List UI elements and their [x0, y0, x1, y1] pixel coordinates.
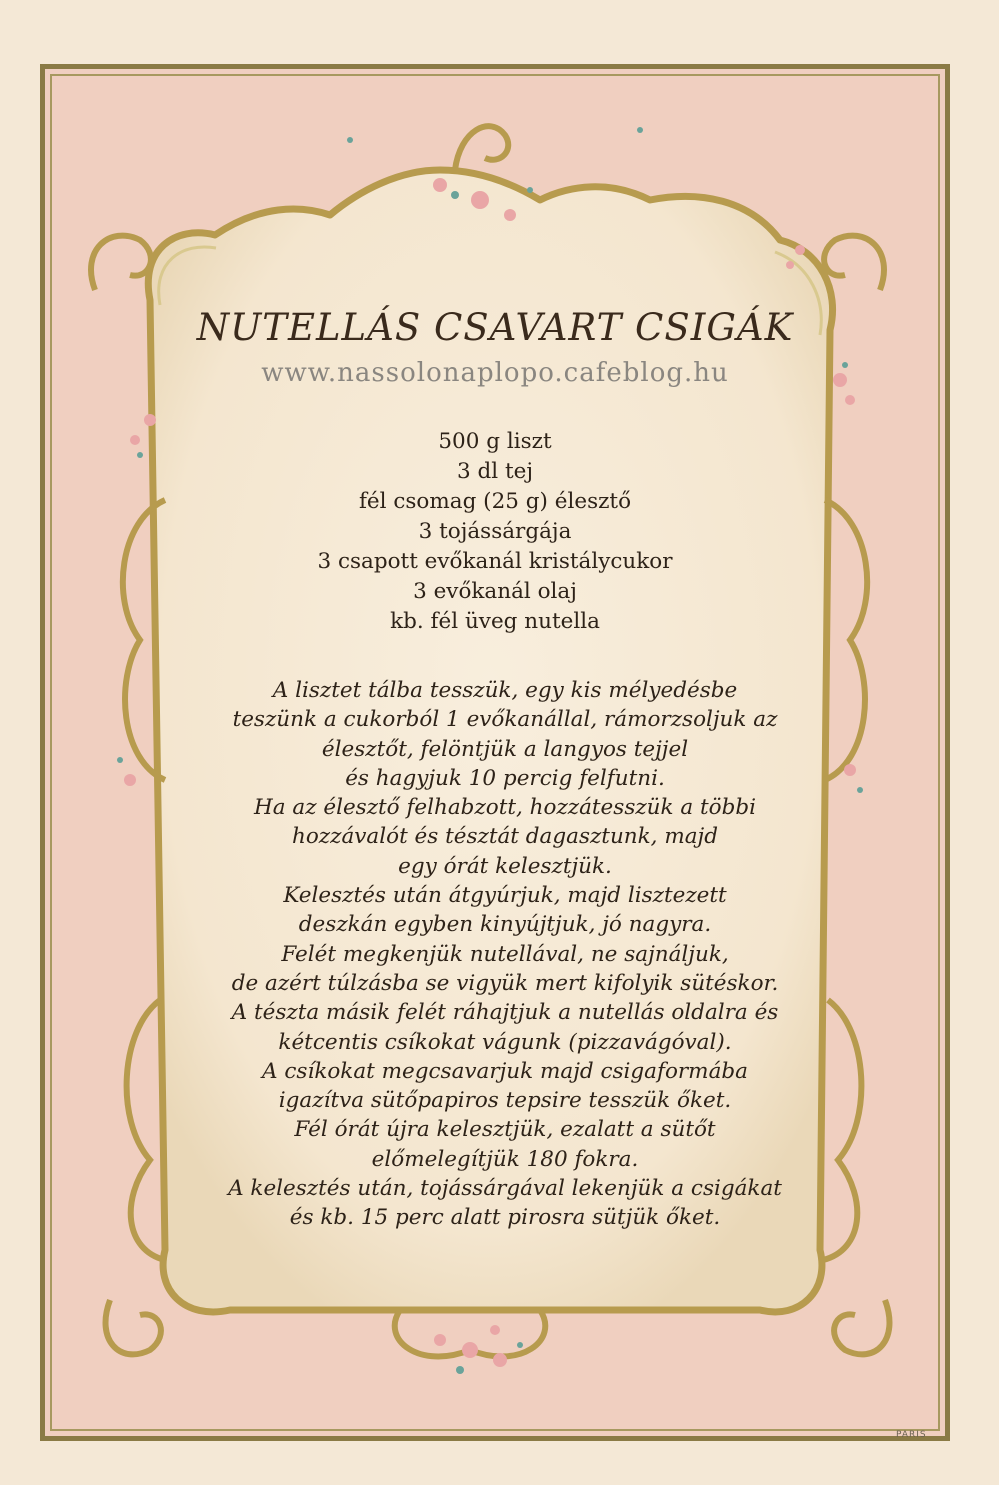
instruction-line: A csíkokat megcsavarjuk majd csigaformába: [262, 1058, 748, 1084]
ingredient-item: 3 tojássárgája: [418, 519, 572, 544]
website-url: www.nassolonaplopo.cafeblog.hu: [261, 358, 729, 388]
ingredient-item: 500 g liszt: [438, 429, 552, 454]
instruction-line: A kelesztés után, tojássárgával lekenjük a csigákat: [228, 1176, 782, 1202]
instruction-line: és kb. 15 perc alatt pirosra sütjük őket.: [289, 1205, 721, 1231]
instruction-line: A lisztet tálba tesszük, egy kis mélyedésbe: [272, 678, 738, 703]
instruction-line: igazítva sütőpapiros tepsire tesszük őket.: [278, 1088, 732, 1114]
ingredient-item: 3 dl tej: [456, 459, 534, 484]
instruction-line: egy órát kelesztjük.: [398, 853, 612, 879]
instruction-line: deszkán egyben kinyújtjuk, jó nagyra.: [298, 912, 712, 938]
instruction-line: de azért túlzásba se vigyük mert kifolyik sütéskor.: [231, 970, 779, 996]
instruction-line: hozzávalót és tésztát dagasztunk, majd: [292, 824, 718, 850]
instruction-line: Fél órát újra kelesztjük, ezalatt a sütőt: [294, 1117, 716, 1143]
ingredient-item: kb. fél üveg nutella: [390, 609, 600, 634]
instruction-line: kétcentis csíkokat vágunk (pizzavágóval).: [278, 1029, 732, 1055]
instruction-line: Felét megkenjük nutellával, ne sajnáljuk,: [281, 941, 729, 967]
instruction-line: Kelesztés után átgyúrjuk, majd lisztezett: [283, 883, 727, 909]
recipe-title: NUTELLÁS CSAVART CSIGÁK: [196, 306, 794, 349]
instruction-line: élesztőt, felöntjük a langyos tejjel: [321, 736, 689, 762]
ingredient-item: fél csomag (25 g) élesztő: [358, 489, 632, 514]
instruction-line: és hagyjuk 10 percig felfutni.: [345, 765, 665, 791]
instruction-line: teszünk a cukorból 1 evőkanállal, rámorzsoljuk az: [232, 707, 778, 733]
ingredients-list: [180, 427, 810, 637]
instruction-line: Ha az élesztő felhabzott, hozzátesszük a többi: [253, 795, 757, 821]
printer-imprint: PARIS: [896, 1430, 927, 1440]
ingredient-item: 3 evőkanál olaj: [413, 579, 577, 604]
instruction-line: előmelegítjük 180 fokra.: [371, 1146, 639, 1172]
instructions-text: [150, 676, 860, 1233]
ingredient-item: 3 csapott evőkanál kristálycukor: [317, 549, 673, 574]
instruction-line: A tészta másik felét ráhajtjuk a nutellás oldalra és: [231, 1000, 779, 1026]
